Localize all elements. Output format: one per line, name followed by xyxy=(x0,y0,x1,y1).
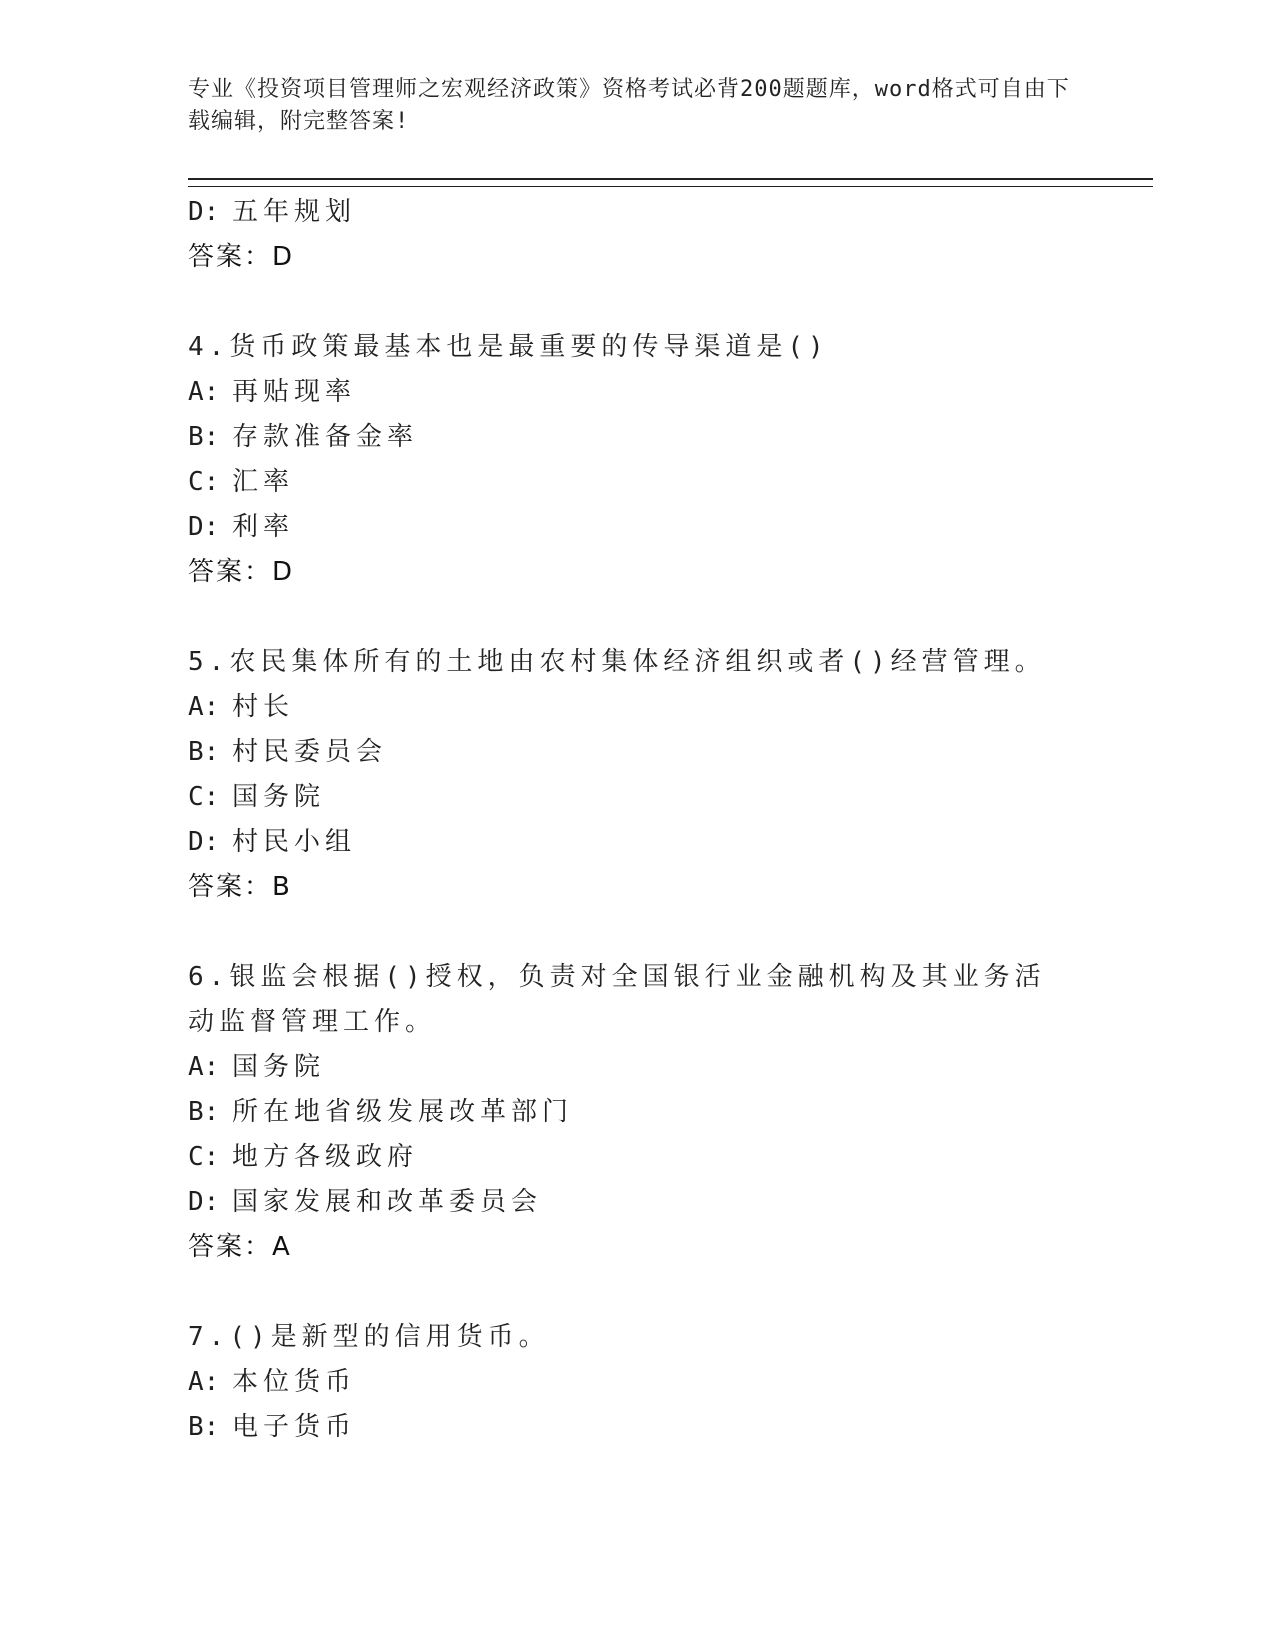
option-letter: D: xyxy=(188,512,220,542)
option-text: 国务院 xyxy=(232,1052,326,1082)
option-letter: B: xyxy=(188,1097,220,1127)
option-letter: C: xyxy=(188,467,220,497)
option-d xyxy=(188,190,1088,235)
option-letter: D: xyxy=(188,1187,220,1217)
spacer xyxy=(188,910,1088,955)
answer-3: 答案：D xyxy=(188,242,295,272)
answer-4: 答案：D xyxy=(188,557,295,587)
option-letter: B: xyxy=(188,1412,220,1442)
option-text: 村长 xyxy=(232,692,295,722)
option-letter: A: xyxy=(188,692,220,722)
option-text: 地方各级政府 xyxy=(232,1142,419,1172)
option-text: 所在地省级发展改革部门 xyxy=(232,1097,574,1127)
option-text: 五年规划 xyxy=(232,197,357,227)
question-text: 货币政策最基本也是最重要的传导渠道是() xyxy=(229,332,829,362)
question-stem xyxy=(188,1315,1088,1360)
option-a xyxy=(188,685,1088,730)
option-text: 利率 xyxy=(232,512,295,542)
question-text: 银监会根据()授权，负责对全国银行业金融机构及其业务活动监督管理工作。 xyxy=(188,962,1046,1037)
question-number: 4. xyxy=(188,332,230,362)
option-letter: C: xyxy=(188,1142,220,1172)
option-letter: A: xyxy=(188,377,220,407)
question-stem xyxy=(188,955,1068,1045)
option-text: 本位货币 xyxy=(232,1367,357,1397)
option-text: 村民小组 xyxy=(232,827,357,857)
question-stem xyxy=(188,640,1088,685)
question-stem xyxy=(188,325,1088,370)
option-text: 汇率 xyxy=(232,467,295,497)
question-6 xyxy=(188,955,1088,1270)
question-text: ()是新型的信用货币。 xyxy=(229,1322,550,1352)
option-text: 存款准备金率 xyxy=(232,422,419,452)
option-d xyxy=(188,820,1088,865)
header-divider xyxy=(188,178,1153,187)
option-letter: A: xyxy=(188,1367,220,1397)
option-text: 国家发展和改革委员会 xyxy=(232,1187,543,1217)
spacer xyxy=(188,1270,1088,1315)
question-number: 5. xyxy=(188,647,230,677)
option-b xyxy=(188,1090,1088,1135)
option-letter: A: xyxy=(188,1052,220,1082)
question-text: 农民集体所有的土地由农村集体经济组织或者()经营管理。 xyxy=(229,647,1046,677)
spacer xyxy=(188,595,1088,640)
option-a xyxy=(188,1360,1088,1405)
answer-6: 答案：A xyxy=(188,1232,292,1262)
option-d xyxy=(188,1180,1088,1225)
option-text: 村民委员会 xyxy=(232,737,388,767)
option-letter: C: xyxy=(188,782,220,812)
question-number: 6. xyxy=(188,962,230,992)
question-list xyxy=(188,190,1088,1450)
option-d xyxy=(188,505,1088,550)
question-7 xyxy=(188,1315,1088,1450)
option-c xyxy=(188,775,1088,820)
option-b xyxy=(188,415,1088,460)
option-b xyxy=(188,730,1088,775)
spacer xyxy=(188,280,1088,325)
answer-5: 答案：B xyxy=(188,872,292,902)
option-letter: B: xyxy=(188,422,220,452)
option-letter: D: xyxy=(188,827,220,857)
option-c xyxy=(188,1135,1088,1180)
option-text: 电子货币 xyxy=(232,1412,357,1442)
option-text: 再贴现率 xyxy=(232,377,357,407)
option-b xyxy=(188,1405,1088,1450)
option-a xyxy=(188,1045,1088,1090)
page-header: 专业《投资项目管理师之宏观经济政策》资格考试必背200题题库，word格式可自由下载编辑，附完整答案! xyxy=(188,77,1070,134)
option-c xyxy=(188,460,1088,505)
question-5 xyxy=(188,640,1088,910)
question-number: 7. xyxy=(188,1322,230,1352)
option-letter: D: xyxy=(188,197,220,227)
question-4 xyxy=(188,325,1088,595)
option-letter: B: xyxy=(188,737,220,767)
option-a xyxy=(188,370,1088,415)
option-text: 国务院 xyxy=(232,782,326,812)
